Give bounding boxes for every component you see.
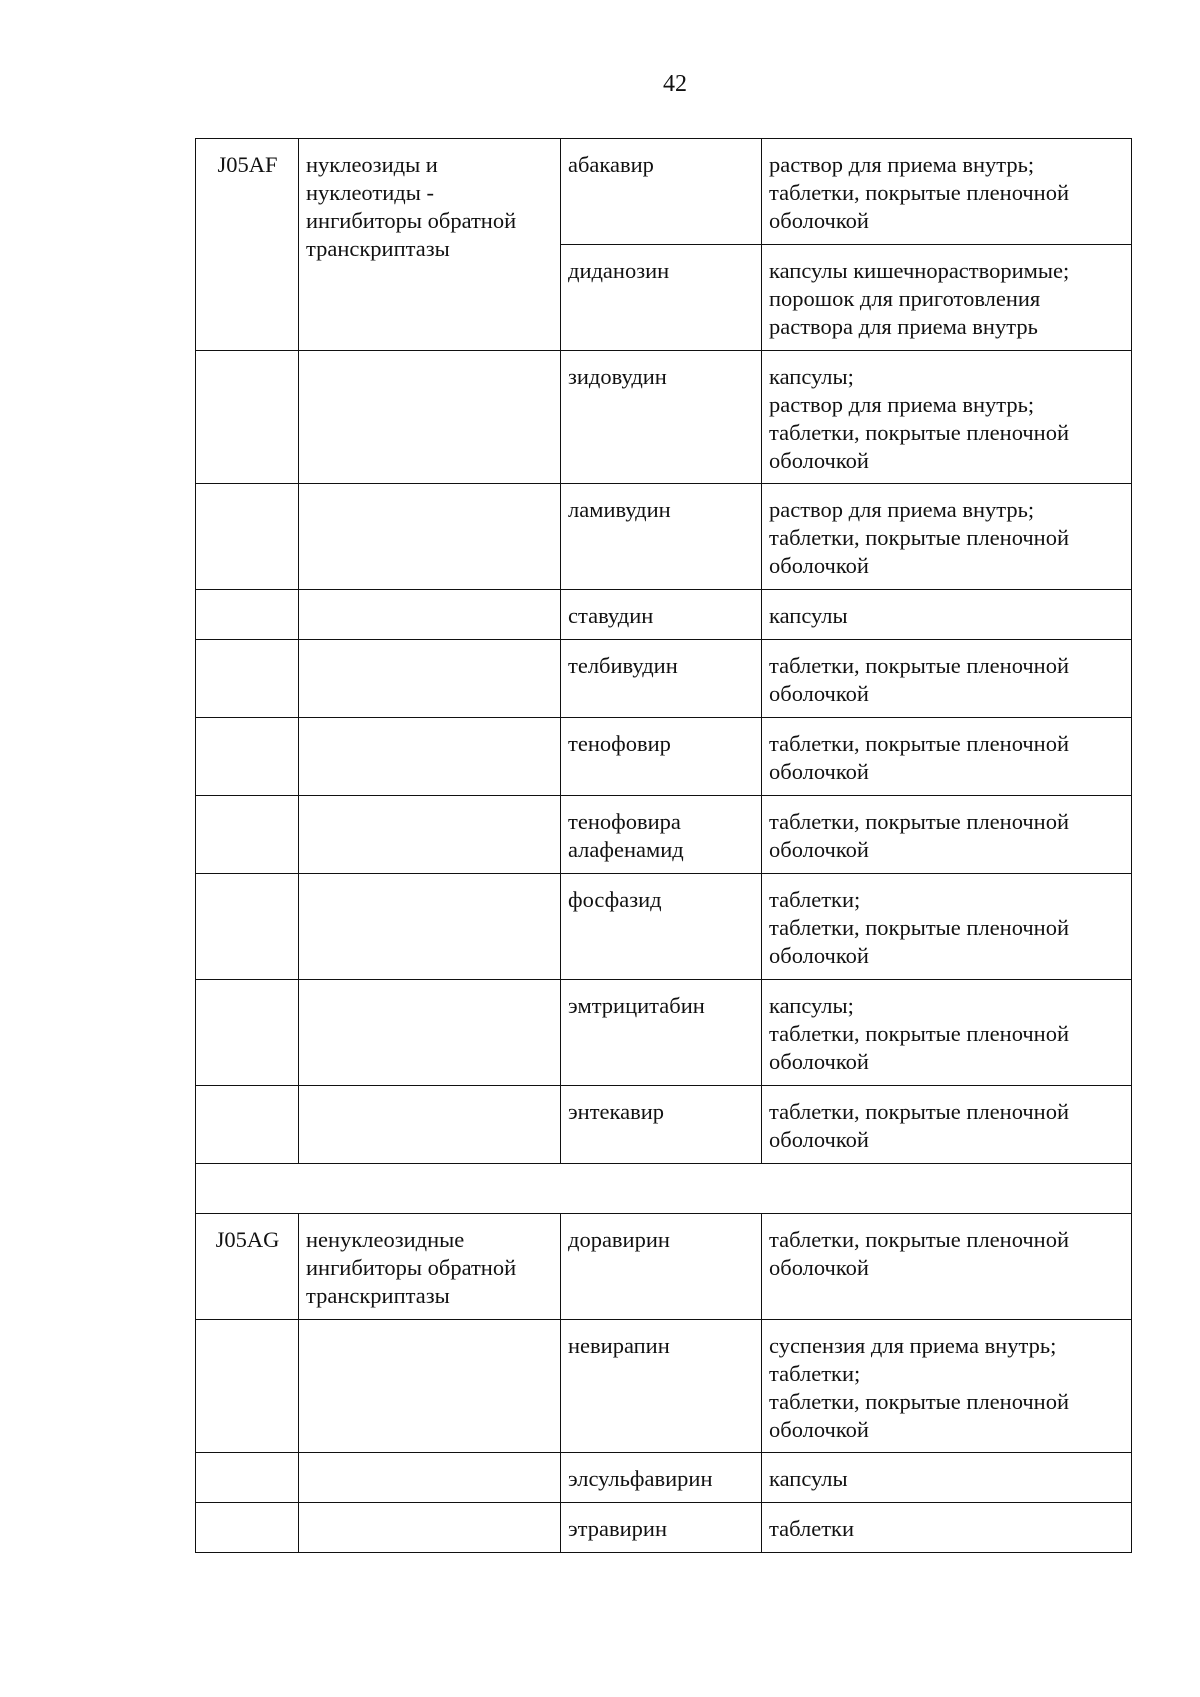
dosage-form-line: раствора для приема внутрь — [769, 314, 1038, 339]
group-name-line: нуклеотиды - — [306, 180, 434, 205]
dosage-form-line: таблетки — [769, 1516, 855, 1541]
atc-code-cell — [196, 1214, 299, 1320]
drug-name: зидовудин — [568, 364, 667, 389]
table-row — [196, 484, 1132, 590]
spacer-row — [196, 1164, 1132, 1214]
dosage-form-cell — [762, 1503, 1132, 1553]
dosage-form-line: капсулы — [769, 1466, 848, 1491]
table-row — [196, 1086, 1132, 1164]
drug-name: элсульфавирин — [568, 1466, 713, 1491]
spacer-cell — [196, 1164, 1132, 1214]
table-row — [196, 1320, 1132, 1453]
dosage-form-line: таблетки, покрытые пленочной — [769, 1227, 1070, 1252]
table-row — [196, 1214, 1132, 1320]
dosage-form-line: порошок для приготовления — [769, 286, 1041, 311]
group-name-cell — [299, 718, 561, 796]
group-name-cell — [299, 1503, 561, 1553]
group-name-line: ингибиторы обратной — [306, 208, 517, 233]
dosage-form-line: суспензия для приема внутрь; — [769, 1333, 1057, 1358]
atc-code-cell — [196, 980, 299, 1086]
dosage-form-line: оболочкой — [769, 837, 869, 862]
dosage-form-line: таблетки, покрытые пленочной — [769, 1389, 1070, 1414]
drug-name: эмтрицитабин — [568, 993, 705, 1018]
dosage-form-line: таблетки, покрытые пленочной — [769, 525, 1070, 550]
dosage-form-line: капсулы — [769, 603, 848, 628]
dosage-form-cell — [762, 590, 1132, 640]
drug-name-cell — [561, 1086, 762, 1164]
drug-name-cell — [561, 796, 762, 874]
dosage-form-line: таблетки, покрытые пленочной — [769, 731, 1070, 756]
drug-name-cell — [561, 1453, 762, 1503]
dosage-form-line: капсулы; — [769, 364, 854, 389]
atc-code-cell — [196, 1453, 299, 1503]
drug-name: тенофовира — [568, 809, 681, 834]
dosage-form-line: таблетки, покрытые пленочной — [769, 915, 1070, 940]
group-name-cell — [299, 139, 561, 351]
atc-code: J05AG — [215, 1227, 280, 1252]
drug-name-cell — [561, 484, 762, 590]
atc-code-cell — [196, 1320, 299, 1453]
drug-table-body — [196, 139, 1132, 1553]
dosage-form-cell — [762, 1320, 1132, 1453]
atc-code-cell — [196, 139, 299, 351]
group-name-line: ингибиторы обратной — [306, 1255, 517, 1280]
table-row — [196, 796, 1132, 874]
drug-name-cell — [561, 139, 762, 245]
group-name-cell — [299, 640, 561, 718]
drug-name-cell — [561, 874, 762, 980]
group-name-cell — [299, 590, 561, 640]
drug-name-cell — [561, 1320, 762, 1453]
group-name-cell — [299, 1320, 561, 1453]
drug-name-cell — [561, 590, 762, 640]
drug-name: тенофовир — [568, 731, 671, 756]
dosage-form-cell — [762, 796, 1132, 874]
dosage-form-line: оболочкой — [769, 208, 869, 233]
atc-code-cell — [196, 1503, 299, 1553]
drug-name: невирапин — [568, 1333, 670, 1358]
dosage-form-cell — [762, 718, 1132, 796]
dosage-form-line: оболочкой — [769, 448, 869, 473]
drug-name-cell — [561, 1503, 762, 1553]
dosage-form-cell — [762, 1086, 1132, 1164]
dosage-form-line: таблетки, покрытые пленочной — [769, 653, 1070, 678]
dosage-form-line: раствор для приема внутрь; — [769, 392, 1035, 417]
group-name-line: нуклеозиды и — [306, 152, 438, 177]
dosage-form-line: таблетки; — [769, 1361, 861, 1386]
table-row — [196, 1453, 1132, 1503]
table-row — [196, 1503, 1132, 1553]
drug-name: фосфазид — [568, 887, 662, 912]
group-name-line: ненуклеозидные — [306, 1227, 465, 1252]
dosage-form-line: оболочкой — [769, 553, 869, 578]
drug-name-cell — [561, 245, 762, 351]
group-name-line: транскриптазы — [306, 236, 450, 261]
drug-name: ламивудин — [568, 497, 671, 522]
dosage-form-line: таблетки, покрытые пленочной — [769, 180, 1070, 205]
group-name-cell — [299, 1086, 561, 1164]
dosage-form-cell — [762, 980, 1132, 1086]
table-row — [196, 874, 1132, 980]
drug-name: ставудин — [568, 603, 654, 628]
drug-table — [195, 138, 1132, 1553]
dosage-form-line: оболочкой — [769, 1049, 869, 1074]
dosage-form-line: оболочкой — [769, 759, 869, 784]
atc-code-cell — [196, 796, 299, 874]
dosage-form-line: оболочкой — [769, 1417, 869, 1442]
atc-code: J05AF — [217, 152, 278, 177]
group-name-cell — [299, 980, 561, 1086]
table-row — [196, 980, 1132, 1086]
group-name-cell — [299, 1214, 561, 1320]
atc-code-cell — [196, 718, 299, 796]
atc-code-cell — [196, 640, 299, 718]
dosage-form-cell — [762, 1453, 1132, 1503]
group-name-cell — [299, 351, 561, 484]
dosage-form-line: капсулы; — [769, 993, 854, 1018]
dosage-form-line: раствор для приема внутрь; — [769, 152, 1035, 177]
group-name-cell — [299, 796, 561, 874]
drug-name: этравирин — [568, 1516, 667, 1541]
dosage-form-line: таблетки, покрытые пленочной — [769, 1099, 1070, 1124]
dosage-form-line: таблетки, покрытые пленочной — [769, 1021, 1070, 1046]
dosage-form-line: оболочкой — [769, 681, 869, 706]
dosage-form-cell — [762, 351, 1132, 484]
dosage-form-line: раствор для приема внутрь; — [769, 497, 1035, 522]
atc-code-cell — [196, 351, 299, 484]
drug-name: абакавир — [568, 152, 654, 177]
drug-name-cell — [561, 718, 762, 796]
dosage-form-cell — [762, 484, 1132, 590]
drug-name-cell — [561, 640, 762, 718]
drug-name: доравирин — [568, 1227, 670, 1252]
atc-code-cell — [196, 484, 299, 590]
atc-code-cell — [196, 1086, 299, 1164]
group-name-cell — [299, 1453, 561, 1503]
table-row — [196, 640, 1132, 718]
group-name-cell — [299, 874, 561, 980]
table-row — [196, 139, 1132, 245]
dosage-form-line: капсулы кишечнорастворимые; — [769, 258, 1070, 283]
drug-name-cell — [561, 1214, 762, 1320]
atc-code-cell — [196, 590, 299, 640]
drug-name: диданозин — [568, 258, 670, 283]
dosage-form-cell — [762, 874, 1132, 980]
group-name-cell — [299, 484, 561, 590]
dosage-form-cell — [762, 640, 1132, 718]
page-number: 42 — [663, 71, 687, 97]
dosage-form-line: таблетки, покрытые пленочной — [769, 809, 1070, 834]
drug-name-cell — [561, 351, 762, 484]
drug-name-cell — [561, 980, 762, 1086]
dosage-form-cell — [762, 245, 1132, 351]
dosage-form-line: оболочкой — [769, 1127, 869, 1152]
dosage-form-line: оболочкой — [769, 943, 869, 968]
dosage-form-line: таблетки, покрытые пленочной — [769, 420, 1070, 445]
drug-name: энтекавир — [568, 1099, 665, 1124]
dosage-form-cell — [762, 139, 1132, 245]
table-row — [196, 351, 1132, 484]
drug-name: телбивудин — [568, 653, 678, 678]
dosage-form-cell — [762, 1214, 1132, 1320]
drug-name: алафенамид — [568, 837, 684, 862]
dosage-form-line: оболочкой — [769, 1255, 869, 1280]
table-row — [196, 590, 1132, 640]
dosage-form-line: таблетки; — [769, 887, 861, 912]
group-name-line: транскриптазы — [306, 1283, 450, 1308]
atc-code-cell — [196, 874, 299, 980]
table-row — [196, 718, 1132, 796]
